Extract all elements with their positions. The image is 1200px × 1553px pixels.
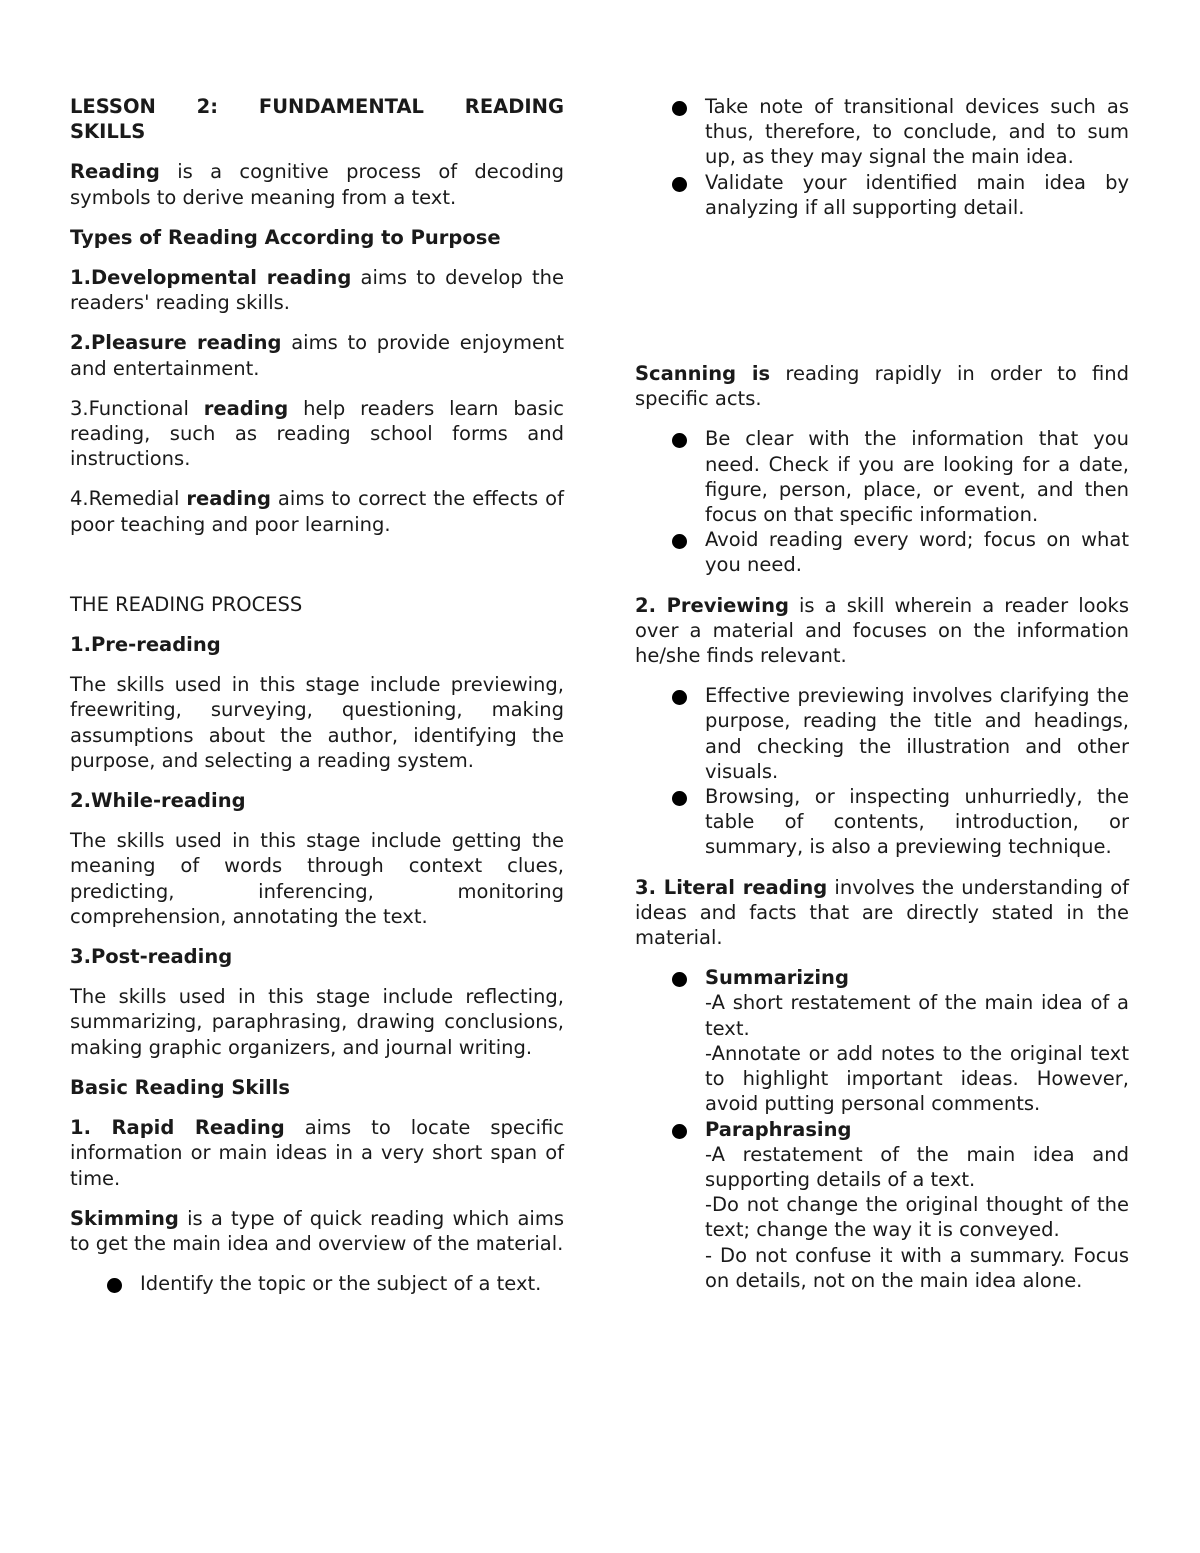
paraphrasing-line: - Do not confuse it with a summary. Focus on details, not on the main idea alone.: [705, 1243, 1129, 1292]
scanning: [635, 361, 1129, 411]
left-column: [70, 94, 564, 1311]
scanning-bullets: [635, 426, 1129, 577]
paraphrasing-line: -A restatement of the main idea and supporting details of a text.: [705, 1142, 1129, 1191]
literal-bullets: [635, 965, 1129, 1293]
post-reading-text: The skills used in this stage include reflecting, summarizing, paraphrasing, drawing conclusions, making graphic organizers, and journal writing.: [70, 985, 564, 1059]
pre-reading-heading: 1.Pre-reading: [70, 633, 221, 657]
rapid-term: 1. Rapid Reading: [70, 1116, 285, 1140]
spacer: [70, 552, 564, 592]
list-item: Browsing, or inspecting unhurriedly, the table of contents, introduction, or summary, is also a previewing technique.: [635, 784, 1129, 860]
type-desc: help readers learn basic reading, such as reading school forms and instructions.: [70, 396, 564, 471]
scan-desc: reading rapidly in order to find specific acts.: [635, 362, 1129, 411]
types-heading: Types of Reading According to Purpose: [70, 225, 501, 249]
list-item: Effective previewing involves clarifying the purpose, reading the title and headings, and checking the illustration and other visuals.: [635, 683, 1129, 784]
reading-term: Reading: [70, 160, 160, 184]
list-item: Validate your identified main idea by analyzing if all supporting detail.: [635, 170, 1129, 220]
skimming-bullets: [70, 1271, 564, 1296]
preview-desc: is a skill wherein a reader looks over a material and focuses on the information he/she finds relevant.: [635, 593, 1129, 668]
list-item: Be clear with the information that you need. Check if you are looking for a date, figure, person, place, or event, and then focus on that specific information.: [635, 426, 1129, 527]
process-heading: THE READING PROCESS: [70, 592, 303, 616]
list-item: Take note of transitional devices such as thus, therefore, to conclude, and to sum up, as they may signal the main idea.: [635, 94, 1129, 170]
type-term: reading: [203, 396, 289, 420]
skimming-bullets-cont: [635, 94, 1129, 220]
reading-definition: [70, 159, 564, 209]
paraphrasing-line: -Do not change the original thought of the text; change the way it is conveyed.: [705, 1193, 1129, 1242]
type-desc: aims to develop the readers' reading skills.: [70, 266, 564, 315]
lesson-title: [70, 94, 564, 144]
type-term: Developmental reading: [90, 266, 352, 290]
pre-reading-text: The skills used in this stage include previewing, freewriting, surveying, questioning, making assumptions about the author, identifying the purpose, and selecting a reading system.: [70, 673, 564, 772]
previewing-bullets: [635, 683, 1129, 859]
post-reading-heading: 3.Post-reading: [70, 945, 233, 969]
previewing: [635, 593, 1129, 669]
while-reading-heading: 2.While-reading: [70, 789, 246, 813]
paraphrasing-heading: Paraphrasing: [705, 1117, 852, 1141]
summarizing-line: -A short restatement of the main idea of a text.: [705, 991, 1129, 1040]
scan-term: Scanning is: [635, 362, 771, 386]
summarizing-item: [635, 965, 1129, 1116]
paraphrasing-item: [635, 1117, 1129, 1293]
basic-skills-heading: Basic Reading Skills: [70, 1075, 291, 1099]
right-column: [635, 94, 1129, 1308]
list-item: Identify the topic or the subject of a text.: [70, 1271, 564, 1296]
type-item: [70, 486, 564, 536]
while-reading-text: The skills used in this stage include getting the meaning of words through context clues, predicting, inferencing, monitoring comprehension, annotating the text.: [70, 829, 564, 928]
type-item: [70, 265, 564, 315]
type-num: 4.Remedial: [70, 487, 187, 511]
literal-term: 3. Literal reading: [635, 875, 828, 899]
skim-term: Skimming: [70, 1206, 179, 1230]
title-line-2: SKILLS: [70, 120, 146, 144]
rapid-reading: [70, 1115, 564, 1191]
title-line-1: LESSON 2: FUNDAMENTAL READING: [70, 95, 564, 118]
summarizing-line: -Annotate or add notes to the original text to highlight important ideas. However, avoid putting personal comments.: [705, 1041, 1129, 1116]
type-term: Pleasure reading: [90, 331, 282, 355]
spacer: [635, 235, 1129, 361]
reading-def-text: is a cognitive process of decoding symbols to derive meaning from a text.: [70, 160, 564, 209]
type-desc: aims to provide enjoyment and entertainment.: [70, 331, 564, 380]
skim-desc: is a type of quick reading which aims to get the main idea and overview of the material.: [70, 1206, 564, 1255]
literal-reading: [635, 875, 1129, 951]
list-item: Avoid reading every word; focus on what you need.: [635, 527, 1129, 577]
type-item: [70, 396, 564, 472]
type-term: reading: [186, 487, 271, 511]
type-item: [70, 330, 564, 380]
type-num: 3.Functional: [70, 396, 204, 420]
summarizing-heading: Summarizing: [705, 966, 849, 990]
type-num: 1.: [70, 266, 91, 290]
preview-term: 2. Previewing: [635, 593, 789, 617]
skimming: [70, 1206, 564, 1256]
literal-desc: involves the understanding of ideas and facts that are directly stated in the material.: [635, 875, 1129, 950]
type-desc: aims to correct the effects of poor teaching and poor learning.: [70, 487, 564, 536]
type-num: 2.: [70, 331, 91, 355]
rapid-desc: aims to locate specific information or main ideas in a very short span of time.: [70, 1116, 564, 1190]
